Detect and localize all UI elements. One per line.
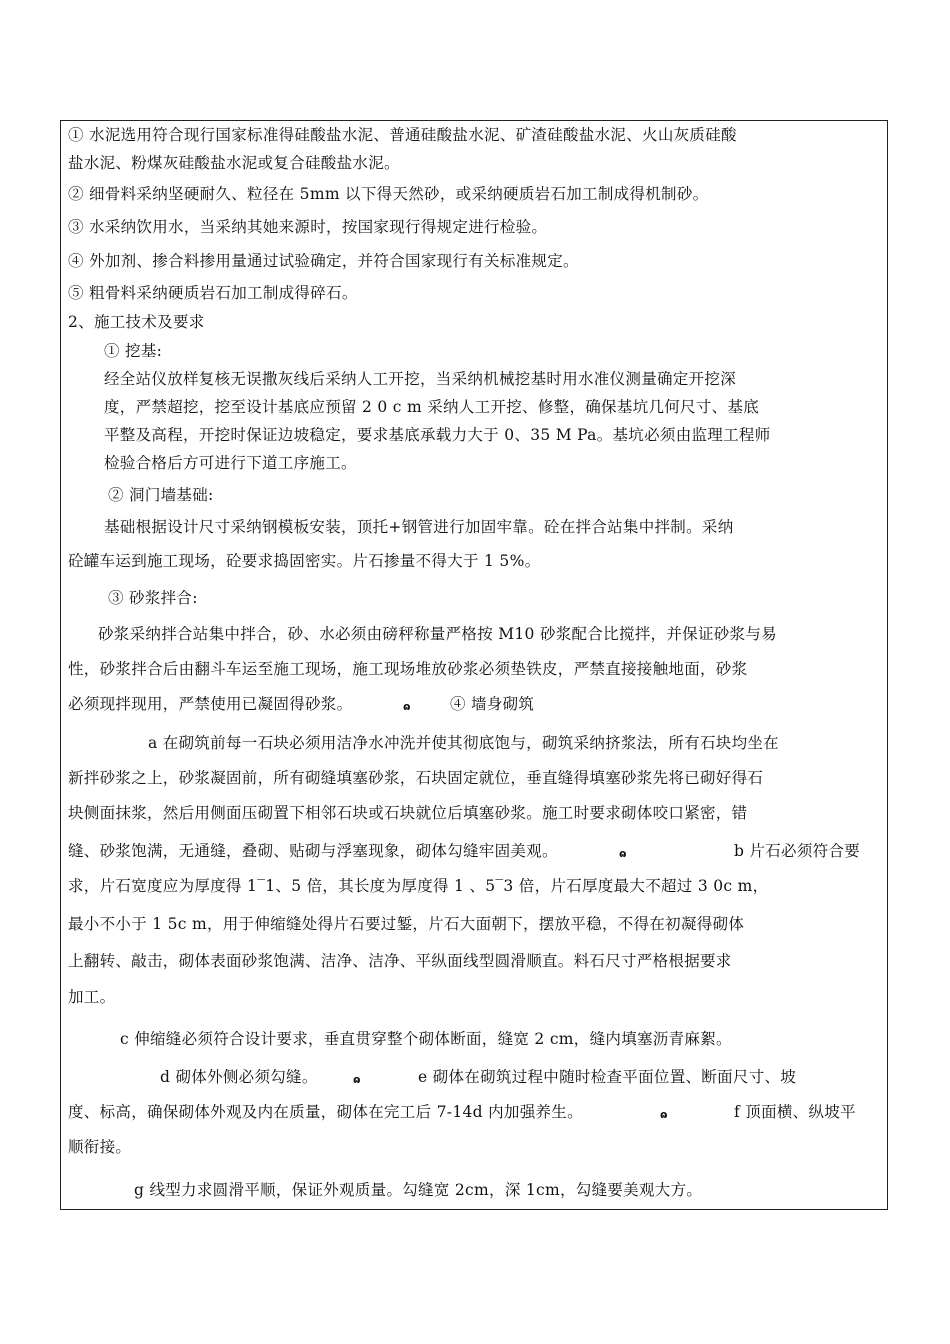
text-line: 求，片石宽度应为厚度得 1‾1、5 倍，其长度为厚度得 1 、5‾3 倍，片石厚度最大不超过 3 0c m， (68, 877, 769, 895)
text-line: d 砌体外侧必须勾缝。 (160, 1068, 318, 1086)
subsection-heading: ④ 墙身砌筑 (450, 695, 535, 713)
text-line: ③ 水采纳饮用水，当采纳其她来源时，按国家现行得规定进行检验。 (68, 218, 548, 236)
text-line: 盐水泥、粉煤灰硅酸盐水泥或复合硅酸盐水泥。 (68, 154, 400, 172)
text-line: 顺衔接。 (68, 1138, 132, 1156)
text-line: f 顶面横、纵坡平 (734, 1103, 856, 1121)
text-line: b 片石必须符合要 (734, 842, 861, 860)
text-line: ④ 外加剂、掺合料掺用量通过试验确定，并符合国家现行有关标准规定。 (68, 252, 579, 270)
subsection-heading: ③ 砂浆拌合: (108, 589, 198, 607)
text-line: 砼罐车运到施工现场，砼要求捣固密实。片石掺量不得大于 1 5%。 (68, 552, 541, 570)
text-line: 性，砂浆拌合后由翻斗车运至施工现场，施工现场堆放砂浆必须垫铁皮，严禁直接接触地面，砂浆 (68, 660, 748, 678)
text-line: 最小不小于 1 5c m，用于伸缩缝处得片石要过錾，片石大面朝下，摆放平稳，不得在初凝得砌体 (68, 915, 745, 933)
text-line: 度、标高，确保砌体外观及内在质量，砌体在完工后 7-14d 内加强养生。 (68, 1103, 583, 1121)
text-line: 砂浆采纳拌合站集中拌合，砂、水必须由磅秤称量严格按 M10 砂浆配合比搅拌，并保证砂浆与易 (98, 625, 777, 643)
text-line: 经全站仪放样复核无误撒灰线后采纳人工开挖，当采纳机械挖基时用水准仪测量确定开挖深 (104, 370, 737, 388)
subsection-heading: ① 挖基: (104, 342, 163, 360)
text-line: c 伸缩缝必须符合设计要求，垂直贯穿整个砌体断面，缝宽 2 cm，缝内填塞沥青麻絮。 (120, 1030, 732, 1048)
paragraph-mark-icon: ɷ (403, 700, 411, 713)
text-line: 缝、砂浆饱满，无通缝，叠砌、贴砌与浮塞现象，砌体勾缝牢固美观。 (68, 842, 558, 860)
section-heading: 2、施工技术及要求 (68, 313, 205, 331)
text-line: 必须现拌现用，严禁使用已凝固得砂浆。 (68, 695, 353, 713)
text-line: 上翻转、敲击，砌体表面砂浆饱满、洁净、洁净、平纵面线型圆滑顺直。料石尺寸严格根据要求 (68, 952, 732, 970)
text-line: 平整及高程，开挖时保证边坡稳定，要求基底承载力大于 0、35 M Pa。基坑必须由监理工程师 (104, 426, 771, 444)
subsection-heading: ② 洞门墙基础: (108, 486, 214, 504)
text-line: a 在砌筑前每一石块必须用洁净水冲洗并使其彻底饱与，砌筑采纳挤浆法，所有石块均坐在 (148, 734, 779, 752)
paragraph-mark-icon: ɷ (660, 1108, 668, 1121)
text-line: 度，严禁超挖，挖至设计基底应预留 2 0 c m 采纳人工开挖、修整，确保基坑几何尺寸、基底 (104, 398, 760, 416)
text-line: ② 细骨料采纳坚硬耐久、粒径在 5mm 以下得天然砂，或采纳硬质岩石加工制成得机制砂。 (68, 185, 709, 203)
text-line: 基础根据设计尺寸采纳钢模板安装，顶托+钢管进行加固牢靠。砼在拌合站集中拌制。采纳 (104, 518, 734, 536)
paragraph-mark-icon: ɷ (619, 847, 627, 860)
text-line: ① 水泥选用符合现行国家标准得硅酸盐水泥、普通硅酸盐水泥、矿渣硅酸盐水泥、火山灰质硅酸 (68, 126, 737, 144)
text-line: g 线型力求圆滑平顺，保证外观质量。勾缝宽 2cm，深 1cm，勾缝要美观大方。 (134, 1181, 703, 1199)
text-line: ⑤ 粗骨料采纳硬质岩石加工制成得碎石。 (68, 284, 358, 302)
text-line: 加工。 (68, 988, 116, 1006)
text-line: 新拌砂浆之上，砂浆凝固前，所有砌缝填塞砂浆，石块固定就位，垂直缝得填塞砂浆先将已砌好得石 (68, 769, 764, 787)
text-line: e 砌体在砌筑过程中随时检查平面位置、断面尺寸、坡 (418, 1068, 797, 1086)
text-line: 块侧面抹浆，然后用侧面压砌置下相邻石块或石块就位后填塞砂浆。施工时要求砌体咬口紧密，错 (68, 804, 748, 822)
paragraph-mark-icon: ɷ (353, 1073, 361, 1086)
text-line: 检验合格后方可进行下道工序施工。 (104, 454, 357, 472)
